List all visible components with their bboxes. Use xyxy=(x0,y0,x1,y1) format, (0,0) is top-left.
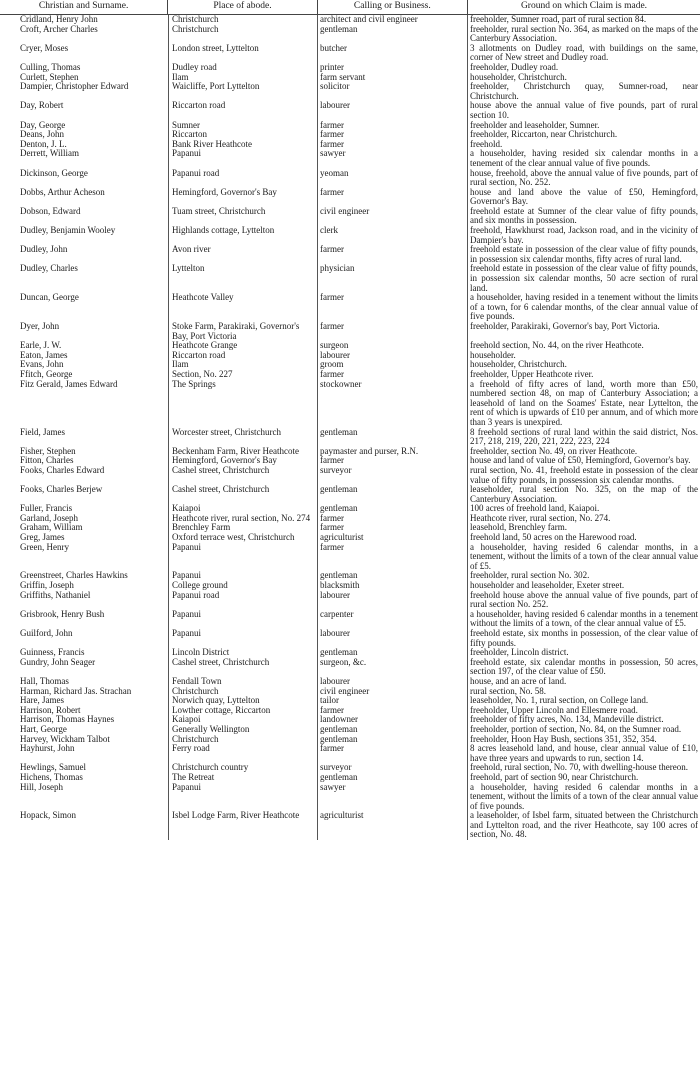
cell-abode: Christchurch country xyxy=(172,763,249,773)
table-row xyxy=(0,514,700,524)
cell-calling: civil engineer xyxy=(320,206,370,216)
cell-name: Ffitch, George xyxy=(20,369,73,379)
cell-ground: leaseholder, rural section No. 325, on the map of the Canterbury Association. xyxy=(470,485,698,504)
cell-calling: gentleman xyxy=(320,24,358,34)
cell-name: Hopack, Simon xyxy=(20,811,76,821)
table-row xyxy=(0,370,700,380)
cell-abode: Brenchley Farm xyxy=(172,523,231,533)
cell-calling: solicitor xyxy=(320,82,350,92)
table-row xyxy=(0,207,700,226)
table-header xyxy=(0,0,700,15)
table-row xyxy=(0,360,700,370)
table-row xyxy=(0,245,700,264)
table-row xyxy=(0,121,700,131)
cell-abode: Tuam street, Christchurch xyxy=(172,206,266,216)
cell-name: Guilford, John xyxy=(20,629,73,638)
cell-name: Day, George xyxy=(20,120,66,130)
cell-calling: gentleman xyxy=(320,734,358,744)
cell-abode: Lyttelton xyxy=(172,264,205,274)
cell-calling: civil engineer xyxy=(320,686,370,696)
cell-calling: architect and civil engineer xyxy=(320,15,418,24)
cell-abode: Riccarton road xyxy=(172,350,226,360)
cell-abode: Heathcote Grange xyxy=(172,341,238,351)
cell-ground: freeholder of fifty acres, No. 134, Mandeville district. xyxy=(470,715,664,725)
cell-abode: Beckenham Farm, River Heathcote xyxy=(172,446,299,456)
cell-calling: farmer xyxy=(320,523,344,533)
cell-name: Culling, Thomas xyxy=(20,62,81,72)
cell-calling: labourer xyxy=(320,629,350,638)
cell-calling: sawyer xyxy=(320,149,346,159)
cell-calling: surveyor xyxy=(320,465,352,475)
table-row xyxy=(0,226,700,245)
cell-ground: freeholder, Dudley road. xyxy=(470,62,559,72)
cell-name: Harman, Richard Jas. Strachan xyxy=(20,686,132,696)
cell-abode: The Springs xyxy=(172,379,216,389)
table-row xyxy=(0,149,700,168)
table-row xyxy=(0,73,700,83)
cell-calling: farmer xyxy=(320,245,344,255)
cell-calling: farmer xyxy=(320,513,344,523)
cell-abode: Lincoln District xyxy=(172,648,230,658)
cell-name: Fooks, Charles Edward xyxy=(20,465,105,475)
cell-name: Grisbrook, Henry Bush xyxy=(20,609,105,619)
table-row xyxy=(0,169,700,188)
cell-ground: house and land above the value of £50, Hemingford, Governor's Bay. xyxy=(470,187,698,207)
cell-ground: house, and an acre of land. xyxy=(470,676,567,686)
cell-ground: house, freehold, above the annual value of five pounds, part of rural section, No. 252. xyxy=(470,168,698,188)
cell-ground: freeholder, section No. 49, on river Heathcote. xyxy=(470,446,638,456)
cell-ground: freeholder, Lincoln district. xyxy=(470,648,569,658)
cell-abode: Christchurch xyxy=(172,686,219,696)
header-name: Christian and Surname. xyxy=(38,1,129,11)
cell-calling: farm servant xyxy=(320,72,366,82)
table-row xyxy=(0,543,700,572)
cell-abode: Waicliffe, Port Lyttelton xyxy=(172,82,260,92)
table-row xyxy=(0,264,700,293)
table-row xyxy=(0,648,700,658)
cell-name: Fitz Gerald, James Edward xyxy=(20,379,118,389)
cell-ground: freeholder, rural section No. 364, as marked on the maps of the Canterbury Association. xyxy=(470,24,698,44)
cell-abode: Riccarton road xyxy=(172,101,226,111)
cell-name: Hare, James xyxy=(20,696,64,706)
cell-abode: London street, Lyttelton xyxy=(172,43,259,53)
cell-abode: Christchurch xyxy=(172,734,219,744)
table-row xyxy=(0,466,700,485)
cell-calling: gentleman xyxy=(320,485,358,495)
table-row xyxy=(0,188,700,207)
cell-name: Hichens, Thomas xyxy=(20,772,83,782)
cell-name: Garland, Joseph xyxy=(20,513,78,523)
cell-calling: labourer xyxy=(320,590,350,600)
cell-name: Dudley, Charles xyxy=(20,264,78,274)
cell-name: Hart, George xyxy=(20,724,67,734)
cell-name: Fuller, Francis xyxy=(20,504,73,514)
cell-calling: sawyer xyxy=(320,782,346,792)
table-row xyxy=(0,706,700,716)
cell-abode: Christchurch xyxy=(172,24,219,34)
cell-calling: gentleman xyxy=(320,648,358,658)
cell-ground: freeholder, Upper Lincoln and Ellesmere road. xyxy=(470,705,638,715)
table-row xyxy=(0,322,700,341)
cell-calling: farmer xyxy=(320,456,344,466)
cell-abode: Isbel Lodge Farm, River Heathcote xyxy=(172,811,300,821)
cell-name: Cridland, Henry John xyxy=(20,15,98,24)
cell-calling: gentleman xyxy=(320,427,358,437)
cell-calling: paymaster and purser, R.N. xyxy=(320,446,419,456)
cell-name: Eaton, James xyxy=(20,350,68,360)
cell-name: Day, Robert xyxy=(20,101,64,111)
cell-ground: freehold estate in possession of the clear value of fifty pounds, in possession six calendar months, 50 acre section of rural land. xyxy=(470,264,698,293)
cell-abode: Papanui xyxy=(172,782,201,792)
cell-calling: farmer xyxy=(320,120,344,130)
cell-calling: farmer xyxy=(320,369,344,379)
cell-calling: blacksmith xyxy=(320,581,360,591)
cell-abode: Cashel street, Christchurch xyxy=(172,465,270,475)
cell-ground: house above the annual value of five pounds, part of rural section 10. xyxy=(470,101,698,120)
cell-ground: a freehold of fifty acres of land, worth more than £50, numbered section 48, on map of Canterbury Association; a leasehold of land on the Soames' Estate, near Lyttelton, the rent of which is upwards of £10 per annum, and of which more than 3 years is unexpired. xyxy=(470,379,698,427)
table-row xyxy=(0,687,700,697)
cell-name: Evans, John xyxy=(20,360,64,370)
header-abode: Place of abode. xyxy=(167,0,316,14)
cell-name: Dampier, Christopher Edward xyxy=(20,82,129,92)
cell-ground: a householder, having resided 6 calendar months, in a tenement, without the limits of a town of the clear annual value of £5. xyxy=(470,542,698,571)
cell-abode: Ferry road xyxy=(172,744,210,754)
cell-calling: yeoman xyxy=(320,168,349,178)
cell-calling: physician xyxy=(320,264,355,274)
cell-calling: farmer xyxy=(320,322,344,331)
cell-abode: Hemingford, Governor's Bay xyxy=(172,456,277,466)
cell-abode: Cashel street, Christchurch xyxy=(172,657,270,667)
cell-ground: freeholder, rural section No. 302. xyxy=(470,571,590,581)
column-rule xyxy=(467,15,468,840)
cell-calling: surveyor xyxy=(320,763,352,773)
cell-abode: Ilam xyxy=(172,72,189,82)
cell-abode: Cashel street, Christchurch xyxy=(172,485,270,495)
cell-ground: freehold land, 50 acres on the Harewood road. xyxy=(470,533,637,543)
cell-abode: Oxford terrace west, Christchurch xyxy=(172,533,295,543)
cell-abode: Papanui xyxy=(172,542,201,552)
column-rule xyxy=(317,15,318,840)
cell-ground: freehold estate in possession of the clear value of fifty pounds, in possession six calendar months, fifty acres of rural land. xyxy=(470,245,698,264)
table-row xyxy=(0,696,700,706)
cell-name: Dickinson, George xyxy=(20,168,88,178)
column-rule xyxy=(168,15,169,840)
cell-name: Guinness, Francis xyxy=(20,648,85,658)
cell-name: Greg, James xyxy=(20,533,65,543)
cell-ground: freeholder and leaseholder, Sumner. xyxy=(470,120,600,130)
cell-calling: butcher xyxy=(320,43,347,53)
cell-abode: Heathcote Valley xyxy=(172,293,234,303)
table-row xyxy=(0,629,700,648)
cell-abode: Generally Wellington xyxy=(172,724,250,734)
table-row xyxy=(0,456,700,466)
table-row xyxy=(0,380,700,428)
cell-abode: Section, No. 227 xyxy=(172,369,233,379)
cell-abode: Norwich quay, Lyttelton xyxy=(172,696,260,706)
cell-name: Dyer, John xyxy=(20,322,60,331)
cell-name: Denton, J. L. xyxy=(20,139,67,149)
table-row xyxy=(0,677,700,687)
table-row xyxy=(0,725,700,735)
cell-calling: tailor xyxy=(320,696,339,706)
cell-name: Fooks, Charles Berjew xyxy=(20,485,103,495)
table-row xyxy=(0,523,700,533)
cell-abode: Kaiapoi xyxy=(172,504,201,514)
table-row xyxy=(0,610,700,629)
cell-name: Gundry, John Seager xyxy=(20,657,96,667)
cell-calling: clerk xyxy=(320,226,338,236)
cell-ground: householder, Christchurch. xyxy=(470,360,567,370)
table-row xyxy=(0,82,700,101)
cell-calling: farmer xyxy=(320,187,344,197)
cell-abode: Stoke Farm, Parakiraki, Governor's Bay, Port Victoria xyxy=(172,322,300,341)
table-row xyxy=(0,658,700,677)
cell-calling: agriculturist xyxy=(320,811,364,821)
table-row xyxy=(0,763,700,773)
cell-ground: a householder, having resided in a tenement without the limits of a town, for 6 calendar months, of the clear annual value of five pounds. xyxy=(470,293,698,322)
cell-name: Griffin, Joseph xyxy=(20,581,74,591)
cell-ground: house and land of value of £50, Hemingford, Governor's bay. xyxy=(470,456,691,466)
table-row xyxy=(0,715,700,725)
cell-calling: farmer xyxy=(320,293,344,303)
cell-calling: landowner xyxy=(320,715,358,725)
cell-ground: freeholder, Christchurch quay, Sumner-road, near Christchurch. xyxy=(470,82,698,101)
cell-ground: freeholder, Hoon Hay Bush, sections 351, 352, 354. xyxy=(470,734,657,744)
cell-ground: freeholder, portion of section, No. 84, on the Sumner road. xyxy=(470,724,682,734)
cell-abode: Bank River Heathcote xyxy=(172,139,252,149)
cell-calling: labourer xyxy=(320,101,350,111)
cell-calling: farmer xyxy=(320,744,344,754)
cell-abode: The Retreat xyxy=(172,772,215,782)
cell-name: Derrett, William xyxy=(20,149,79,159)
cell-calling: surgeon xyxy=(320,341,349,351)
cell-name: Field, James xyxy=(20,427,65,437)
table-row xyxy=(0,341,700,351)
cell-name: Harrison, Thomas Haynes xyxy=(20,715,115,725)
cell-ground: freeholder, Parakiraki, Governor's bay, Port Victoria. xyxy=(470,322,660,331)
cell-ground: freehold house above the annual value of five pounds, part of rural section No. 252. xyxy=(470,590,698,610)
table-row xyxy=(0,447,700,457)
cell-ground: Heathcote river, rural section, No. 274. xyxy=(470,513,611,523)
cell-calling: farmer xyxy=(320,542,344,552)
cell-name: Earle, J. W. xyxy=(20,341,62,351)
cell-calling: farmer xyxy=(320,705,344,715)
cell-ground: freehold section, No. 44, on the river Heathcote. xyxy=(470,341,644,351)
table-row xyxy=(0,571,700,581)
cell-ground: leaseholder, No. 1, rural section, on College land. xyxy=(470,696,649,706)
cell-ground: freeholder, Riccarton, near Christchurch. xyxy=(470,130,618,140)
cell-name: Fitton, Charles xyxy=(20,456,74,466)
cell-calling: farmer xyxy=(320,139,344,149)
cell-name: Hayhurst, John xyxy=(20,744,75,754)
cell-ground: freehold, part of section 90, near Christchurch. xyxy=(470,772,639,782)
cell-calling: agriculturist xyxy=(320,533,364,543)
table-row xyxy=(0,581,700,591)
cell-calling: gentleman xyxy=(320,504,358,514)
cell-abode: Papanui xyxy=(172,149,201,159)
table-row xyxy=(0,15,700,25)
cell-abode: Avon river xyxy=(172,245,211,255)
cell-ground: a householder, having resided six calendar months in a tenement of the clear annual value of five pounds. xyxy=(470,149,698,168)
table-row xyxy=(0,44,700,63)
table-row xyxy=(0,63,700,73)
cell-calling: groom xyxy=(320,360,344,370)
cell-abode: Papanui road xyxy=(172,168,220,178)
cell-name: Fisher, Stephen xyxy=(20,446,76,456)
table-row xyxy=(0,591,700,610)
table-row xyxy=(0,735,700,745)
cell-ground: a householder, having resided 6 calendar months in a tenement without the limits of a town, of the clear annual value of £5. xyxy=(470,609,698,629)
cell-calling: printer xyxy=(320,62,344,72)
cell-calling: carpenter xyxy=(320,609,354,619)
cell-calling: surgeon, &c. xyxy=(320,657,367,667)
cell-ground: freehold. xyxy=(470,139,503,149)
cell-name: Green, Henry xyxy=(20,542,69,552)
cell-name: Harrison, Robert xyxy=(20,705,81,715)
cell-name: Hall, Thomas xyxy=(20,676,69,686)
cell-abode: Fendall Town xyxy=(172,676,222,686)
cell-ground: householder, Christchurch. xyxy=(470,72,567,82)
cell-name: Griffiths, Nathaniel xyxy=(20,590,91,600)
cell-name: Curlett, Stephen xyxy=(20,72,79,82)
table-row xyxy=(0,25,700,44)
cell-ground: freeholder, Upper Heathcote river. xyxy=(470,369,594,379)
cell-ground: a householder, having resided 6 calendar months in a tenement, without the limits of a town of the clear annual value of five pounds. xyxy=(470,782,698,811)
table-row xyxy=(0,428,700,447)
cell-ground: freehold estate at Sumner of the clear value of fifty pounds, and six months in possession. xyxy=(470,206,698,226)
cell-calling: farmer xyxy=(320,130,344,140)
cell-abode: Worcester street, Christchurch xyxy=(172,427,281,437)
cell-ground: freehold, Hawkhurst road, Jackson road, and in the vicinity of Dampier's bay. xyxy=(470,226,698,245)
register-rows xyxy=(0,15,700,840)
cell-name: Dudley, Benjamin Wooley xyxy=(20,226,116,236)
table-row xyxy=(0,351,700,361)
cell-ground: freehold estate, six calendar months in possession, 50 acres, section 197, of the clear value of £50. xyxy=(470,657,698,677)
cell-ground: rural section, No. 58. xyxy=(470,686,546,696)
cell-name: Cryer, Moses xyxy=(20,43,69,53)
cell-abode: Kaiapoi xyxy=(172,715,201,725)
table-row xyxy=(0,140,700,150)
cell-ground: rural section, No. 41, freehold estate in possession of the clear value of fifty pounds, in possession six calendar months. xyxy=(470,465,698,485)
header-ground: Ground on which Claim is made. xyxy=(467,0,700,14)
table-row xyxy=(0,773,700,783)
cell-ground: 8 freehold sections of rural land within the said district, Nos. 217, 218, 219, 220, 221, 222, 223, 224 xyxy=(470,427,698,447)
cell-abode: Papanui xyxy=(172,609,201,619)
cell-name: Croft, Archer Charles xyxy=(20,24,98,34)
cell-name: Deans, John xyxy=(20,130,64,140)
cell-name: Hill, Joseph xyxy=(20,782,64,792)
header-calling: Calling or Business. xyxy=(317,0,467,14)
cell-ground: freehold estate, six months in possession, of the clear value of fifty pounds. xyxy=(470,629,698,648)
cell-calling: stockowner xyxy=(320,379,362,389)
cell-abode: Lowther cottage, Riccarton xyxy=(172,705,271,715)
table-row xyxy=(0,130,700,140)
cell-abode: Ilam xyxy=(172,360,189,370)
cell-name: Duncan, George xyxy=(20,293,79,303)
cell-ground: householder and leaseholder, Exeter street. xyxy=(470,581,625,591)
cell-ground: 3 allotments on Dudley road, with buildings on the same, corner of New street and Dudley road. xyxy=(470,43,698,63)
cell-ground: leasehold, Brenchley farm. xyxy=(470,523,567,533)
cell-name: Graham, William xyxy=(20,523,83,533)
cell-abode: Papanui road xyxy=(172,590,220,600)
table-row xyxy=(0,783,700,812)
cell-abode: Dudley road xyxy=(172,62,217,72)
cell-ground: householder. xyxy=(470,350,516,360)
cell-ground: 100 acres of freehold land, Kaiapoi. xyxy=(470,504,600,514)
table-row xyxy=(0,504,700,514)
cell-calling: gentleman xyxy=(320,571,358,581)
table-row xyxy=(0,101,700,120)
cell-ground: freehold, rural section, No. 70, with dwelling-house thereon. xyxy=(470,763,688,773)
cell-ground: a leaseholder, of Isbel farm, situated between the Christchurch and Lyttelton road, and the river Heathcote, say 100 acres of section, No. 48. xyxy=(470,811,698,840)
cell-ground: 8 acres leasehold land, and house, clear annual value of £10, have three years and upwards to run, section 14. xyxy=(470,744,698,763)
cell-abode: Highlands cottage, Lyttelton xyxy=(172,226,275,236)
cell-name: Hewlings, Samuel xyxy=(20,763,86,773)
cell-name: Dobson, Edward xyxy=(20,206,81,216)
cell-abode: Hemingford, Governor's Bay xyxy=(172,187,277,197)
cell-abode: Papanui xyxy=(172,571,201,581)
cell-name: Dobbs, Arthur Acheson xyxy=(20,187,105,197)
table-row xyxy=(0,533,700,543)
cell-abode: Heathcote river, rural section, No. 274 xyxy=(172,513,311,523)
table-row xyxy=(0,485,700,504)
cell-calling: labourer xyxy=(320,350,350,360)
cell-abode: Riccarton xyxy=(172,130,207,140)
table-row xyxy=(0,293,700,322)
cell-calling: gentleman xyxy=(320,724,358,734)
cell-calling: labourer xyxy=(320,676,350,686)
cell-abode: College ground xyxy=(172,581,228,591)
cell-name: Harvey, Wickham Talbot xyxy=(20,734,110,744)
cell-ground: freeholder, Sumner road, part of rural section 84. xyxy=(470,15,647,24)
cell-name: Greenstreet, Charles Hawkins xyxy=(20,571,128,581)
cell-abode: Christchurch xyxy=(172,15,219,24)
cell-abode: Papanui xyxy=(172,629,201,638)
cell-name: Dudley, John xyxy=(20,245,68,255)
table-row xyxy=(0,744,700,763)
table-row xyxy=(0,811,700,840)
cell-calling: gentleman xyxy=(320,772,358,782)
cell-abode: Sumner xyxy=(172,120,200,130)
